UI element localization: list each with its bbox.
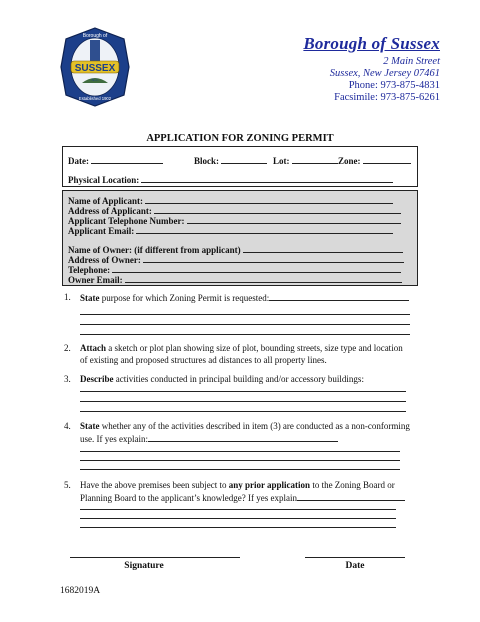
item-4-keyword: State	[80, 421, 100, 431]
address-street: 2 Main Street	[383, 56, 440, 67]
zone-label: Zone:	[338, 156, 361, 166]
item-1-answer-line[interactable]	[80, 314, 410, 315]
item-4-answer-line[interactable]	[80, 460, 400, 461]
item-2	[64, 343, 412, 366]
owner-name-label: Name of Owner: (if different from applicant)	[68, 245, 241, 255]
address-city: Sussex, New Jersey 07461	[329, 68, 440, 79]
applicant-email-label: Applicant Email:	[68, 226, 135, 236]
item-5-text: to the Zoning Board or Planning Board to the applicant’s knowledge? If yes explain	[80, 480, 395, 503]
physical-location-field[interactable]	[68, 174, 393, 185]
lot-label: Lot:	[273, 156, 290, 166]
item-1-text: purpose for which Zoning Permit is requested:	[99, 293, 270, 303]
item-4-number: 4.	[64, 421, 71, 431]
item-2-text: a sketch or plot plan showing size of plot, bounding streets, size type and location of existing and proposed structures ad distances to all property lines.	[80, 343, 403, 365]
applicant-owner-box	[62, 190, 418, 286]
item-5-number: 5.	[64, 480, 71, 490]
item-3	[64, 374, 412, 386]
item-3-answer-line[interactable]	[80, 391, 406, 392]
signature-line[interactable]	[70, 557, 240, 558]
date-field[interactable]	[68, 155, 163, 166]
item-3-number: 3.	[64, 374, 71, 384]
item-4-answer-line[interactable]	[80, 469, 400, 470]
borough-seal-icon	[60, 27, 130, 107]
phone-number: Phone: 973-875-4831	[348, 80, 440, 91]
item-5-answer-line[interactable]	[80, 518, 396, 519]
item-2-number: 2.	[64, 343, 71, 353]
item-5-text-start: Have the above premises been subject to	[80, 480, 229, 490]
applicant-name-label: Name of Applicant:	[68, 196, 143, 206]
item-3-answer-line[interactable]	[80, 401, 406, 402]
seal-state-text: N.J.	[91, 77, 99, 82]
item-1-answer-line[interactable]	[80, 334, 410, 335]
block-field[interactable]	[194, 155, 267, 166]
item-1-keyword: State	[80, 293, 100, 303]
applicant-address-label: Address of Applicant:	[68, 206, 152, 216]
applicant-email-field[interactable]	[68, 225, 393, 236]
seal-main-text: SUSSEX	[74, 63, 116, 74]
form-code: 1682019A	[60, 586, 101, 596]
seal-bottom-text: Established 1902	[78, 96, 112, 101]
item-3-text: activities conducted in principal building and/or accessory buildings:	[113, 374, 364, 384]
owner-address-label: Address of Owner:	[68, 255, 141, 265]
applicant-phone-label: Applicant Telephone Number:	[68, 216, 185, 226]
item-3-keyword: Describe	[80, 374, 114, 384]
lot-field[interactable]	[273, 155, 338, 166]
item-5-keyword: any prior application	[228, 480, 311, 490]
item-4-text: whether any of the activities described in item (3) are conducted as a non-conforming use. If yes explain:	[80, 421, 410, 444]
borough-name: Borough of Sussex	[303, 34, 440, 53]
zone-field[interactable]	[338, 155, 411, 166]
date-label: Date	[345, 561, 365, 571]
item-1-answer-line[interactable]	[80, 324, 410, 325]
item-4	[64, 421, 412, 445]
item-5-answer-line[interactable]	[80, 527, 396, 528]
item-2-keyword: Attach	[80, 343, 106, 353]
item-4-answer-line[interactable]	[80, 451, 400, 452]
seal-top-text: Borough of	[82, 33, 108, 39]
date-label: Date:	[68, 156, 89, 166]
physical-location-label: Physical Location:	[68, 175, 140, 185]
fax-number: Facsimile: 973-875-6261	[334, 92, 440, 103]
parcel-info-box	[62, 146, 418, 187]
date-line[interactable]	[305, 557, 405, 558]
owner-email-label: Owner Email:	[68, 275, 123, 285]
item-5-answer-line[interactable]	[80, 509, 396, 510]
item-1	[64, 292, 412, 305]
item-3-answer-line[interactable]	[80, 411, 406, 412]
form-title: APPLICATION FOR ZONING PERMIT	[146, 133, 334, 144]
block-label: Block:	[194, 156, 220, 166]
owner-email-field[interactable]	[68, 274, 402, 285]
owner-phone-label: Telephone:	[68, 265, 111, 275]
item-1-number: 1.	[64, 292, 71, 302]
signature-label: Signature	[124, 561, 164, 571]
item-5	[64, 480, 412, 504]
